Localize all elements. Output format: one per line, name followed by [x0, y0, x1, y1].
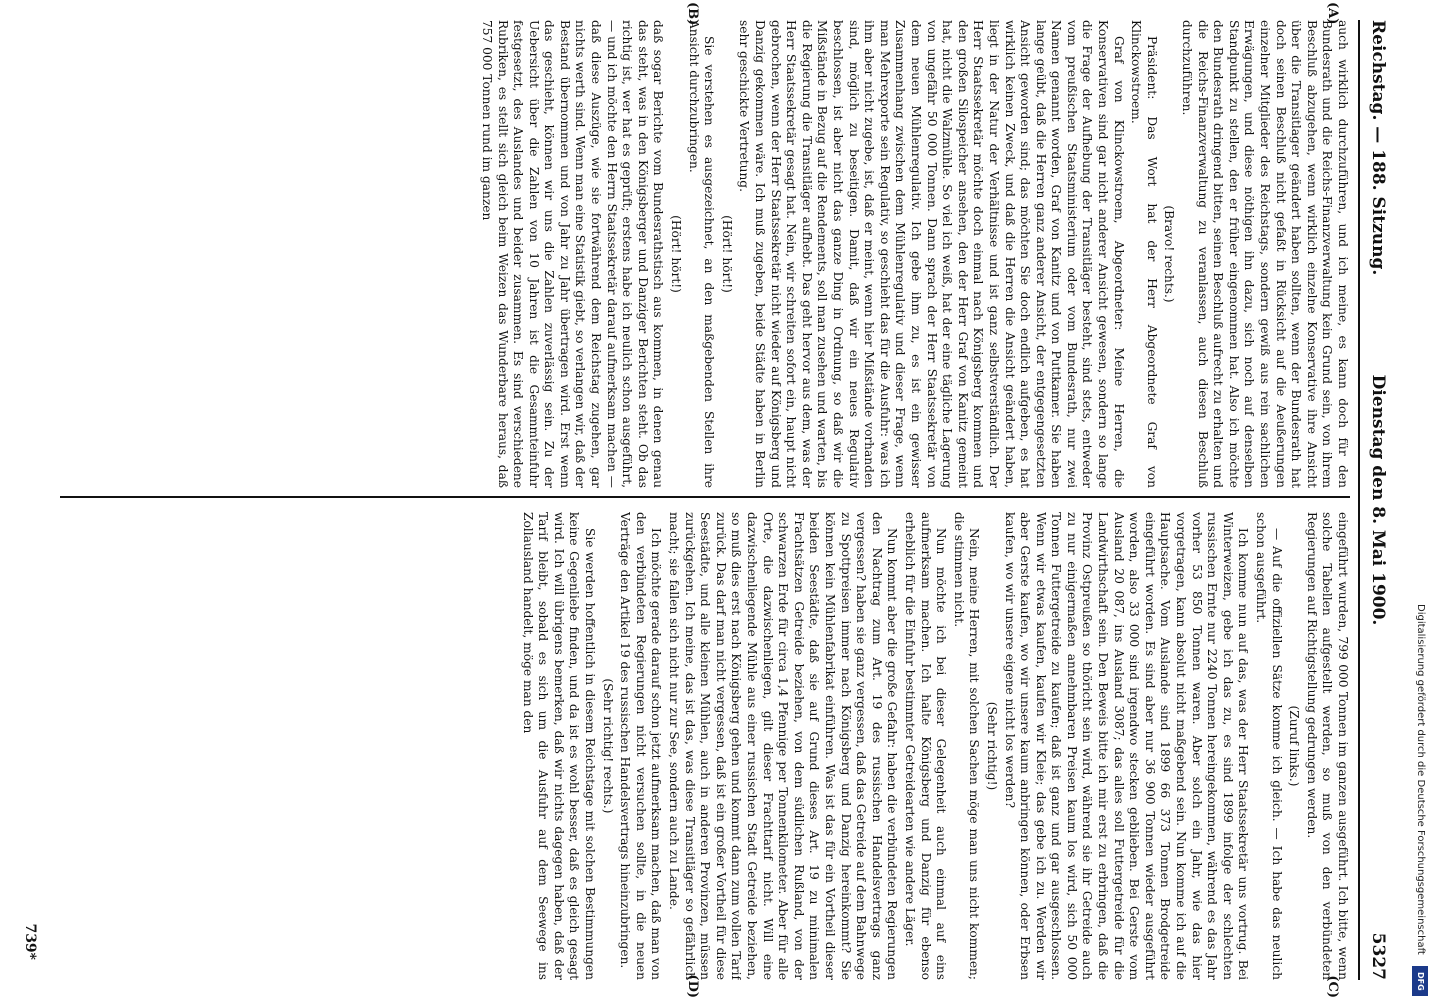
- paragraph: Nein, meine Herren, mit solchen Sachen möge man uns nicht kommen; die stimmen nicht.: [951, 512, 982, 980]
- left-column: [60, 20, 1350, 488]
- paragraph: Sie werden hoffentlich in diesem Reichstage mit solchen Bestimmungen keine Gegenliebe finden, und da ist es wohl besser, daß es gleich gesagt wird. Ich will übrigens bemerken, daß wir nichts dagegen haben, daß der Tarif bleibt, sobald es sich um die Ausfuhr auf dem Seewege ins Zollausland handelt, möge man den: [520, 512, 598, 980]
- funding-credit: Digitalisierung gefördert durch die Deutsche Forschungsgemeinschaft: [1415, 604, 1426, 955]
- page-header: [1362, 20, 1388, 980]
- paragraph: eingeführt wurden, 799 000 Tonnen im ganzen ausgeführt. Ich bitte, wenn solche Tabellen aufgestellt werden, so muß von den verbündeten Regierungen auf Richtigstellung gedrungen werden.: [1304, 512, 1350, 980]
- paragraph: — Auf die offiziellen Sätze komme ich gleich. — Ich habe das neulich schon ausgeführt.: [1254, 512, 1284, 980]
- header-date: Dienstag den 8. Mai 1900.: [1368, 374, 1388, 626]
- speaker-paragraph: Graf von Klinckowstroem, Abgeordneter: Meine Herren, die Konservativen sind gar nicht anderer Ansicht gewesen, sondern so lange die Frage der Aufhebung der Transitläger besteht, sind stets, entweder vom preußischen Staatsministerium oder vom Bundesrath, nur zwei Namen genannt worden, Graf von Kanitz und von Puttkamer. Sie haben lange geübt, daß die Herren ganz anderer Ansicht, der entgegengesetzten Ansicht geworden sind; das möchten Sie doch endlich aufgeben, es hat wirklich keinen Zweck, und daß die Herren die Ansicht geändert haben, liegt in der Natur der Verhältnisse und ist ganz selbstverständlich. Der Herr Staatssekretär möchte doch einmal nach Königsberg kommen und den großen Silospeicher ansehen, den der Herr Graf von Kanitz gemeint hat, nicht die Walzmühle. So viel ich weiß, hat der eine tägliche Lagerung von ungefähr 50 000 Tonnen. Dann sprach der Herr Staatssekretär von dem neuen Mühlenregulativ. Ich gebe ihm zu, es ist ein gewisser Zusammenhang zwischen dem Mühlenregulativ und dieser Frage, wenn man Mehrexporte sein Regulativ, so geschieht das für die Ausfuhr: was ich ihm aber nicht zugebe, ist, daß er meint, wenn hier Mißstände vorhanden sind, möglich zu beseitigen. Damit, daß wir ein neues Regulativ beschlossen, ist aber nicht das ganze Ding in Ordnung, so daß wir die Mißstände in Bezug auf die Rendements, soll man zusehen und warten, bis die Regierung die Transitläger aufhebt. Das geht hervor aus dem, was der Herr Staatssekretär gesagt hat. Nein, wir schreiten sofort ein, haupt nicht gebrochen, wenn der Herr Staatssekretär nicht wieder auf Königsberg und Danzig gekommen wäre. Ich muß zugeben, beide Städte haben in Berlin sehr geschickte Vertretung.: [737, 20, 1126, 488]
- interjection: (Sehr richtig!): [984, 701, 999, 791]
- paragraph: Nun möchte ich bei dieser Gelegenheit auch einmal auf eins aufmerksam machen. Ich halte Königsberg und Danzig für ebenso erheblich für die Einfuhr bestimmter Getreidearten wie andere Läger.: [902, 512, 949, 980]
- speaker-paragraph: Präsident: Das Wort hat der Herr Abgeordnete Graf von Klinckowstroem.: [1129, 20, 1159, 488]
- page-number: 5327: [1368, 932, 1388, 980]
- margin-marker-a: (A): [1325, 2, 1340, 25]
- paragraph: auch wirklich durchzuführen, und ich meine, es kann doch für den Bundesrath und die Reichs-Finanzverwaltung kein Grund sein, von ihrem Beschluß abzugehen, wenn wirklich einzelne Konservative ihre Ansicht über die Transitlager geändert haben sollten, wenn der Bundesrath hat doch seinen Beschluß nicht gefaßt in Rücksicht auf die Aeußerungen einzelner Mitglieder des Reichstags, sondern gewiß aus rein sachlichen Erwägungen, und diese nöthigen ihn dazu, sich noch auf denselben Standpunkt zu stellen, den er früher eingenommen hat. Also ich möchte den Bundesrath dringend bitten, seinen Beschluß aufrecht zu erhalten und die Reichs-Finanzverwaltung zu veranlassen, auch diesen Beschluß durchzuführen.: [1180, 20, 1350, 488]
- digitization-strip: [1404, 0, 1434, 1000]
- header-rule: [1358, 20, 1360, 980]
- interjection: (Sehr richtig! rechts.): [600, 678, 615, 814]
- interjection: (Zuruf links.): [1287, 705, 1302, 787]
- margin-marker-c: (C): [1325, 975, 1340, 998]
- interjection: (Bravo! rechts.): [1162, 205, 1177, 303]
- paragraph: Nun kommt aber die große Gefahr: haben die verbündeten Regierungen den Nachtrag zum Art. 19 des russischen Handelsvertrags ganz vergessen? haben sie ganz vergessen, daß das Getreide auf dem Bahnwege zu Spottpreisen immer nach Königsberg und Danzig hereinkommt? Sie können kein Mühlenfabrikat einführen. Was ist das für ein Vortheil dieser beiden Seestädte, daß sie auf Grund dieses Art. 19 zu minimalen Frachtsätzen Getreide beziehen, von dem südlichen Rußland, von der schwarzen Erde für circa 1,4 Pfennige per Tonnenkilometer. Aber für alle Orte, die dazwischenliegen, gilt dieser Frachttarif nicht. Will eine dazwischenliegende Mühle aus einer russischen Stadt Getreide beziehen, so muß dies erst nach Königsberg gehen und kommt dann zum vollen Tarif zurück. Das darf man nicht vergessen, daß ist ein großer Vortheil für diese Seestädte, und alle kleinen Mühlen, auch in anderen Provinzen, müssen zurückgehen. Ich meine, das ist das, was diese Transitläger so gefährlich macht; sie fallen sich nicht nur zur See, sondern auch zu Lande.: [667, 512, 900, 980]
- paragraph: daß sogar Berichte vom Bundesrathstisch aus kommen, in denen genau das steht, was in den Königsberger und Danziger Berichten steht. Ob das richtig ist, wer hat es geprüft; erstens habe ich neulich schon ausgeführt, — und ich möchte den Herrn Staatssekretär darauf aufmerksam machen — daß diese Auszüge, wie sie fortwährend dem Reichstag zugehen, gar nichts werth sind. Wenn man eine Statistik giebt, so verlangen wir, daß der Bestand übernommen und von Jahr zu Jahr übertragen wird. Erst wenn das geschieht, können wir uns die Zahlen zuverlässig sein. Zu der Uebersicht über die Zahlen von 10 Jahren ist die Gesammteinfuhr festgesetzt, des Auslandes und beider zusammen. Es sind verschiedene Rubriken, es stellt sich gleich beim Weizen das Wunderbare heraus, daß 757 000 Tonnen rund im ganzen: [479, 20, 666, 488]
- column-divider: [60, 496, 1350, 498]
- signature-mark: 739*: [22, 923, 38, 960]
- interjection: (Hört! hört!): [669, 215, 684, 293]
- margin-marker-b: (B): [685, 2, 700, 26]
- dfg-logo-icon: DFG: [1412, 966, 1428, 996]
- interjection: (Hört! hört!): [719, 215, 734, 293]
- paragraph: Ich komme nun auf das, was der Herr Staatssekretär uns vortrug. Bei Winterweizen, gebe ich das zu, es sind 1899 infolge der schlechten russischen Ernte nur 2240 Tonnen hereingekommen, während es das Jahr vorher 53 850 Tonnen waren. Aber solch ein Jahr, wie das hier vorgetragen, kann absolut nicht maßgebend sein. Nun komme ich auf die Hauptsache. Vom Auslande sind 1899 66 373 Tonnen Brodgetreide eingeführt worden. Es sind aber nur 36 900 Tonnen wieder ausgeführt worden, also 33 000 sind irgendwo stecken geblieben. Bei Gerste vom Ausland 20 087, ins Ausland 3087; das alles soll Futtergetreide für die Landwirthschaft sein. Den Beweis bitte ich mir erst zu erbringen, daß die Provinz Ostpreußen so thöricht sein wird, während sie ihr Getreide auch zu nur einigermaßen annehmbaren Preisen kaum los wird, sich 50 000 Tonnen Futtergetreide zu kaufen; daß ist ganz und gar ausgeschlossen. Wenn wir etwas kaufen, kaufen wir Kleie; das gebe ich zu. Werden wir aber Gerste kaufen, wo wir unsere kaum anbringen können, oder Erbsen kaufen, wo wir unsere eigene nicht los werden?: [1002, 512, 1251, 980]
- paragraph: Sie verstehen es ausgezeichnet, an den maßgebenden Stellen ihre Ansicht durchzubringen.: [686, 20, 717, 488]
- right-column: [60, 512, 1350, 980]
- paragraph: Ich möchte gerade darauf schon jetzt aufmerksam machen, daß man von den verbündeten Regierungen nicht versuchen sollte, in die neuen Verträge den Artikel 19 des russischen Handelsvertrags hineinzubringen.: [618, 512, 664, 980]
- header-session: Reichstag. — 188. Sitzung.: [1368, 20, 1388, 276]
- margin-marker-d: (D): [685, 974, 700, 998]
